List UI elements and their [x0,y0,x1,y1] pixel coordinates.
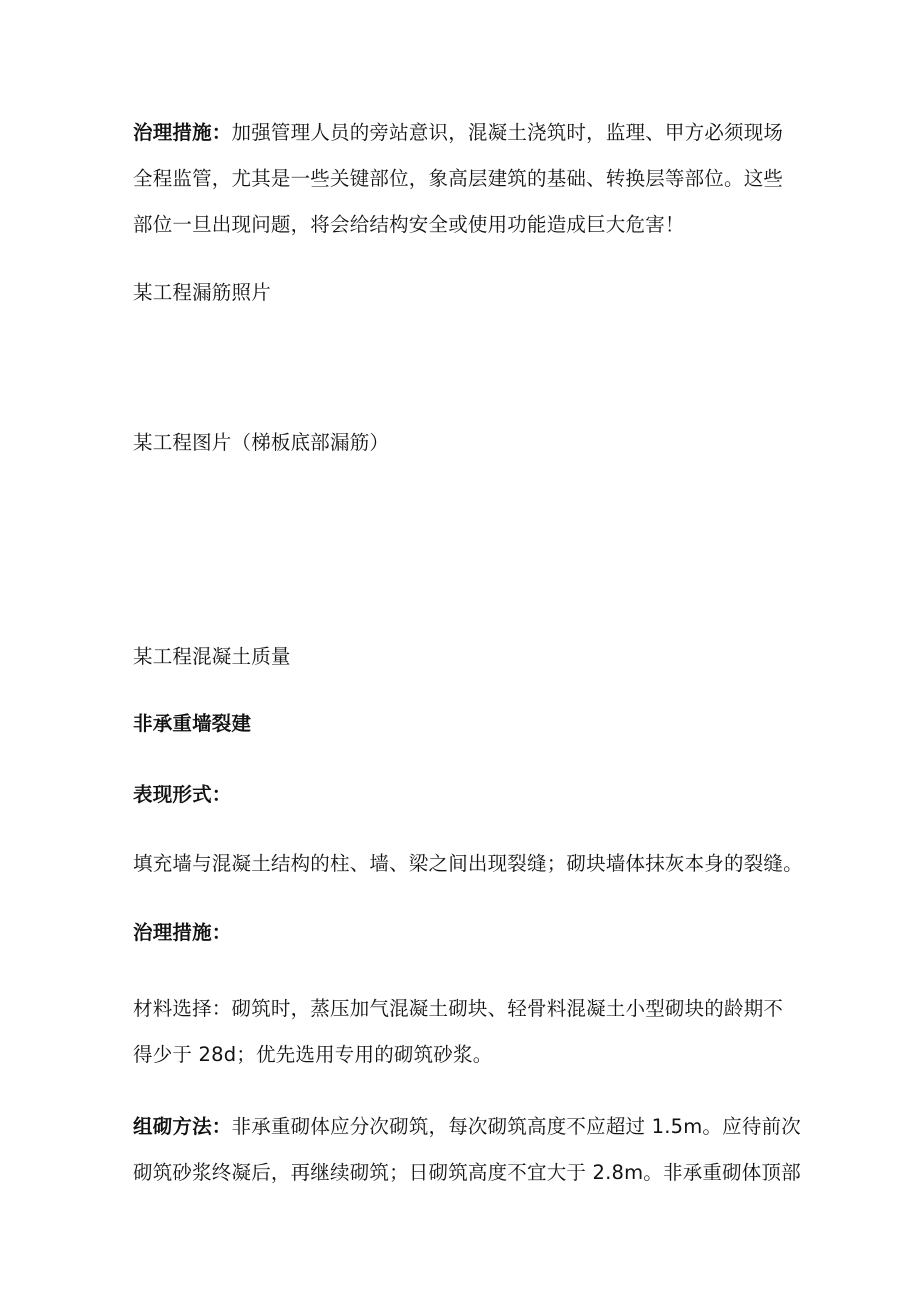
photo-caption: 某工程图片（梯板底部漏筋） [133,431,390,454]
section-heading: 非承重墙裂建 [133,712,252,735]
paragraph-label: 组砌方法： [133,1115,232,1138]
paragraph-text: 填充墙与混凝土结构的柱、墙、梁之间出现裂缝；砌块墙体抹灰本身的裂缝。 [133,852,803,875]
paragraph-text: 材料选择：砌筑时，蒸压加气混凝土砌块、轻骨料混凝土小型砌块的龄期不 [133,997,784,1020]
subheading: 表现形式： [133,783,232,806]
paragraph-label: 治理措施： [133,121,232,144]
paragraph-masonry-method [133,1104,801,1196]
paragraph-treatment-measures [133,110,798,248]
paragraph-text: 部位一旦出现问题，将会给结构安全或使用功能造成巨大危害！ [133,213,685,236]
paragraph-text: 得少于 28d；优先选用专用的砌筑砂浆。 [133,1043,493,1066]
photo-caption: 某工程漏筋照片 [133,281,271,304]
paragraph-text: 全程监管，尤其是一些关键部位，象高层建筑的基础、转换层等部位。这些 [133,167,784,190]
paragraph-text: 砌筑砂浆终凝后，再继续砌筑；日砌筑高度不宜大于 2.8m。非承重砌体顶部 [133,1161,801,1184]
paragraph-text: 加强管理人员的旁站意识，混凝土浇筑时，监理、甲方必须现场 [231,121,784,144]
paragraph-material-selection [133,986,798,1078]
subheading: 治理措施： [133,921,232,944]
photo-caption: 某工程混凝土质量 [133,645,291,668]
paragraph-text: 非承重砌体应分次砌筑，每次砌筑高度不应超过 1.5m。应待前次 [231,1115,801,1138]
